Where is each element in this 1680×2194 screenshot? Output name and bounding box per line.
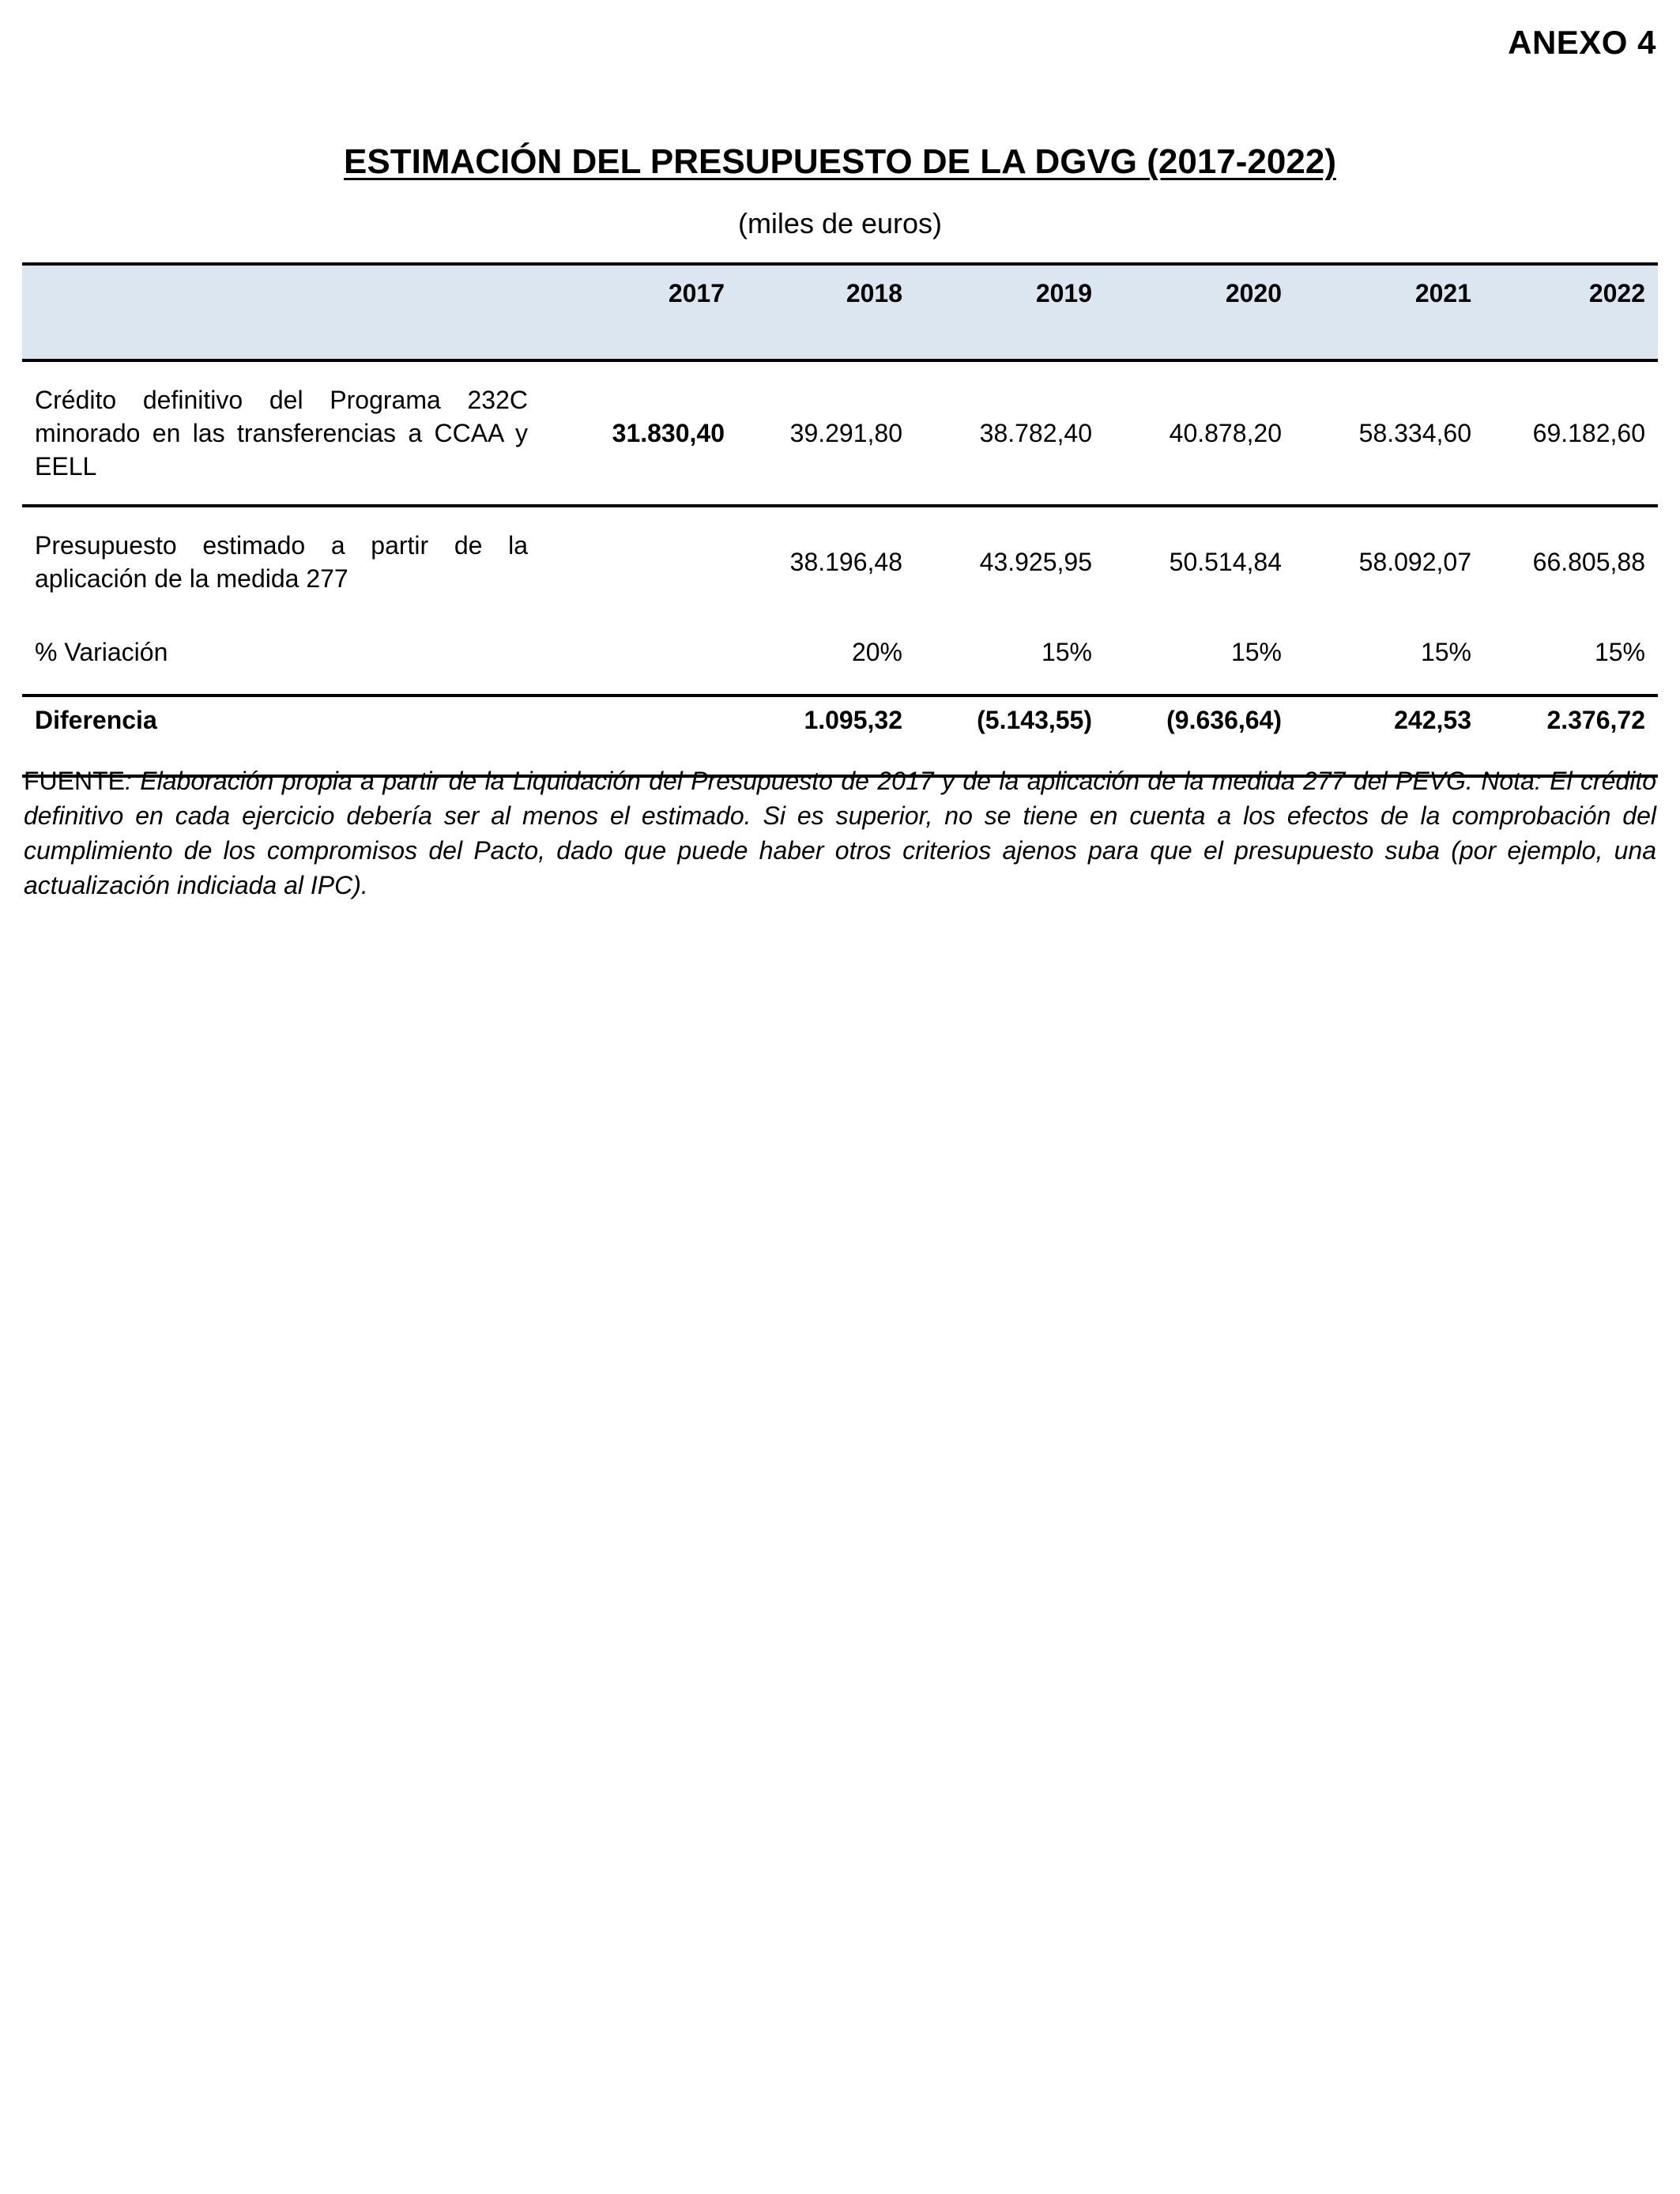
table-cell: 58.334,60: [1294, 360, 1484, 506]
annex-label: ANEXO 4: [1508, 24, 1656, 61]
table-cell: 15%: [1105, 610, 1294, 696]
table-cell: 43.925,95: [979, 548, 1092, 576]
header-year: 2018: [737, 264, 915, 360]
budget-table: [22, 262, 1658, 778]
table-cell: [544, 610, 737, 696]
table-cell: 2.376,72: [1484, 696, 1658, 776]
table-cell: 31.830,40: [544, 360, 737, 506]
header-year: 2017: [544, 264, 737, 360]
row-label: % Variación: [22, 610, 544, 696]
table-cell: 39.291,80: [737, 360, 915, 506]
table-cell: [544, 506, 737, 610]
table-cell: 40.878,20: [1105, 360, 1294, 506]
table-cell: (5.143,55): [915, 696, 1105, 776]
source-text: : Elaboración propia a partir de la Liquidación del Presupuesto de 2017 y de la aplicación de la medida 277 del PEVG. Nota: El crédito definitivo en cada ejercicio debería ser al menos el estimado. Si es superior, no se tiene en cuenta a los efectos de la comprobación del cumplimiento de los compromisos del Pacto, dado que puede haber otros criterios ajenos para que el presupuesto suba (por ejemplo, una actualización indiciada al IPC).: [24, 767, 1656, 899]
header-year: 2021: [1294, 264, 1484, 360]
table-cell: 38.782,40: [915, 360, 1105, 506]
table-row-variacion: [22, 610, 1658, 696]
units-subtitle: (miles de euros): [737, 207, 943, 239]
table-cell: (9.636,64): [1105, 696, 1294, 776]
table-cell: 20%: [737, 610, 915, 696]
header-label-cell: [22, 264, 544, 360]
table-cell: 69.182,60: [1484, 360, 1658, 506]
table-cell: 1.095,32: [737, 696, 915, 776]
table-cell: 15%: [1484, 610, 1658, 696]
table-row-presupuesto-estimado: [22, 506, 1658, 610]
header-year: 2019: [915, 264, 1105, 360]
table-cell: 66.805,88: [1532, 548, 1645, 576]
source-label: FUENTE: [24, 767, 125, 795]
table-cell: 38.196,48: [789, 548, 902, 576]
row-label: Crédito definitivo del Programa 232C minorado en las transferencias a CCAA y EELL: [22, 360, 544, 506]
document-title: ESTIMACIÓN DEL PRESUPUESTO DE LA DGVG (2017-2022): [344, 142, 1336, 181]
row-label: Diferencia: [22, 696, 544, 776]
table-cell: 242,53: [1294, 696, 1484, 776]
table-cell: 58.092,07: [1358, 548, 1471, 576]
source-note: [24, 763, 1656, 903]
header-year: 2020: [1105, 264, 1294, 360]
table-cell: 50.514,84: [1169, 548, 1282, 576]
table-cell: 15%: [1294, 610, 1484, 696]
header-year: 2022: [1484, 264, 1658, 360]
table-row-credito-definitivo: [22, 360, 1658, 506]
table-header-row: [22, 264, 1658, 360]
table-cell: 15%: [915, 610, 1105, 696]
row-label: Presupuesto estimado a partir de la aplicación de la medida 277: [35, 531, 528, 593]
